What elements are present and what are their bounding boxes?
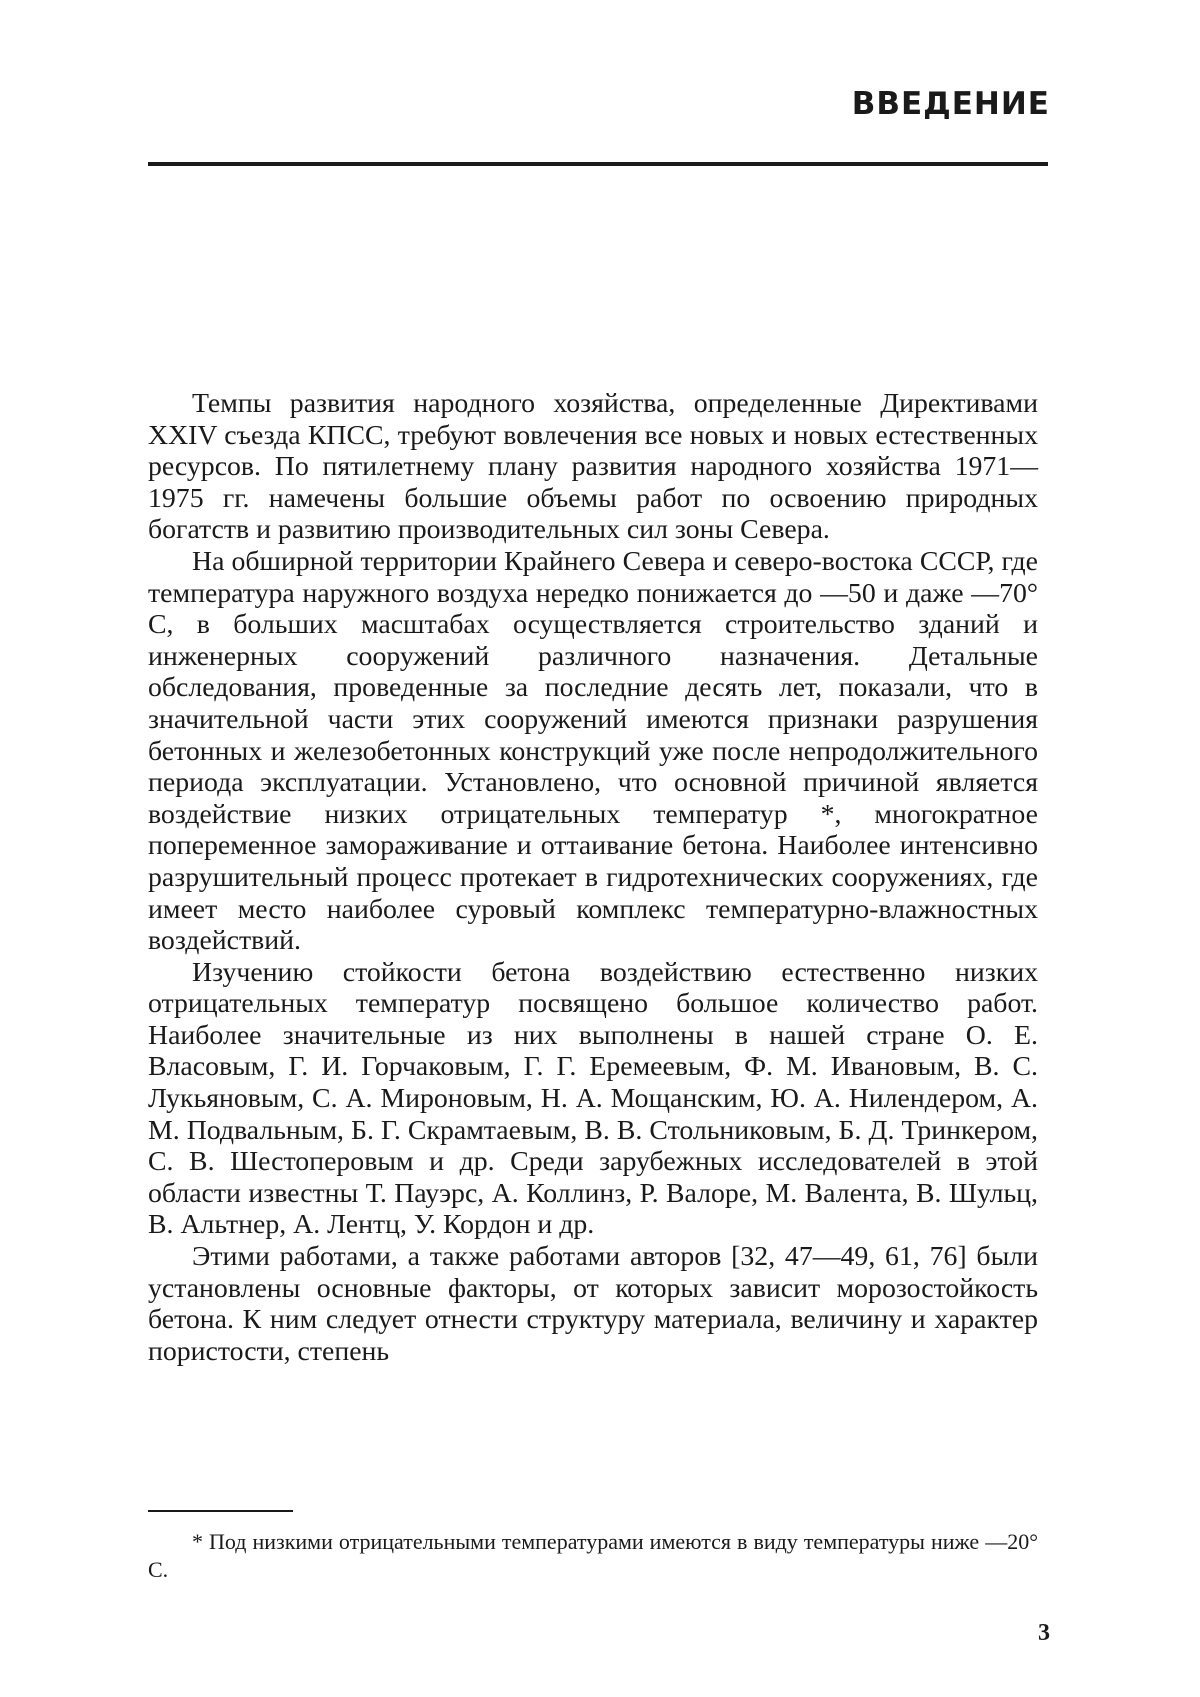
body-text xyxy=(148,388,1038,1367)
page-number: 3 xyxy=(1038,1620,1050,1646)
paragraph-2: На обширной территории Крайнего Севера и северо-востока СССР, где температура наружного воздуха нередко понижается до —50 и даже —70° С, в больших масштабах осуществляется строительство зданий и инженерных сооружений различного назначения. Детальные обследования, проведенные за последние десять лет, показали, что в значительной части этих сооружений имеются признаки разрушения бетонных и железобетонных конструкций уже после непродолжительного периода эксплуатации. Установлено, что основной причиной является воздействие низких отрицательных температур *, многократное попеременное замораживание и оттаивание бетона. Наиболее интенсивно разрушительный процесс протекает в гидротехнических сооружениях, где имеет место наиболее суровый комплекс температурно-влажностных воздействий. xyxy=(148,545,1038,957)
paragraph-3: Изучению стойкости бетона воздействию естественно низких отрицательных температур посвящено большое количество работ. Наиболее значительные из них выполнены в нашей стране О. Е. Власовым, Г. И. Горчаковым, Г. Г. Еремеевым, Ф. М. Ивановым, В. С. Лукьяновым, С. А. Мироновым, Н. А. Мощанским, Ю. А. Нилендером, А. М. Подвальным, Б. Г. Скрамтаевым, В. В. Стольниковым, Б. Д. Тринкером, С. В. Шестоперовым и др. Среди зарубежных исследователей в этой области известны Т. Пауэрс, А. Коллинз, Р. Валоре, М. Валента, В. Шульц, В. Альтнер, А. Лентц, У. Кордон и др. xyxy=(148,956,1038,1241)
footnote-rule xyxy=(148,1510,293,1512)
paragraph-4: Этими работами, а также работами авторов [32, 47—49, 61, 76] были установлены основные факторы, от которых зависит морозостойкость бетона. К ним следует отнести структуру материала, величину и характер пористости, степень xyxy=(148,1241,1038,1367)
footnote: * Под низкими отрицательными температурами имеются в виду температуры ниже —20° С. xyxy=(148,1529,1038,1582)
title-rule xyxy=(148,162,1048,166)
chapter-title: ВВЕДЕНИЕ xyxy=(851,86,1050,122)
paragraph-1: Темпы развития народного хозяйства, определенные Директивами XXIV съезда КПСС, требуют вовлечения все новых и новых естественных ресурсов. По пятилетнему плану развития народного хозяйства 1971—1975 гг. намечены большие объемы работ по освоению природных богатств и развитию производительных сил зоны Севера. xyxy=(148,388,1038,546)
